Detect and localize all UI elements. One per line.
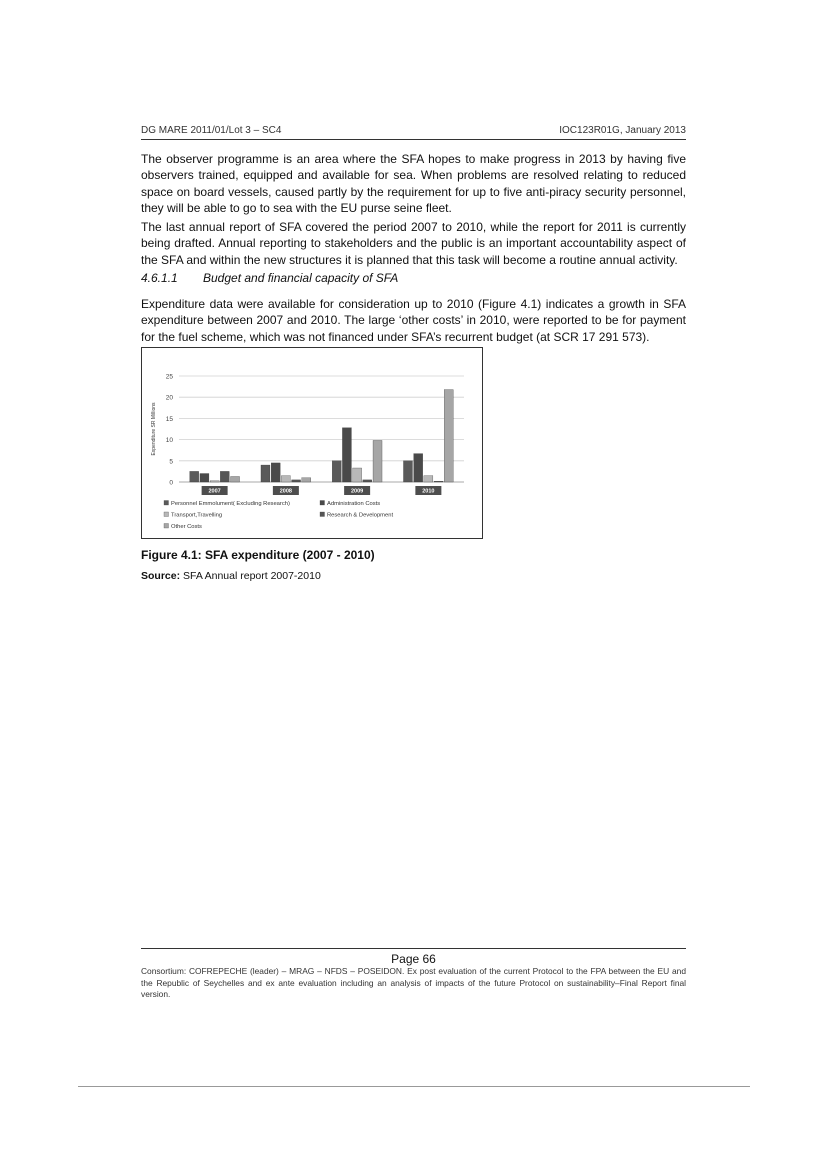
bar-2010-series-2 xyxy=(414,454,423,482)
figure-caption: Figure 4.1: SFA expenditure (2007 - 2010) xyxy=(141,548,375,562)
paragraph-observer-programme: The observer programme is an area where the SFA hopes to make progress in 2013 by having five observers trained, equipped and available for sea. When problems are resolved relating to reduced space on board vessels, caused partly by the requirement for up to five anti-piracy security personnel, they will be able to go to sea with the EU purse seine fleet. xyxy=(141,152,686,216)
legend-label: Administration Costs xyxy=(327,501,381,507)
bar-2010-series-4 xyxy=(434,481,443,482)
header-report-ref: IOC123R01G, January 2013 xyxy=(559,125,686,136)
bar-2008-series-3 xyxy=(281,476,290,482)
figure-source xyxy=(141,570,321,582)
running-header xyxy=(141,125,686,140)
legend-label: Research & Development xyxy=(327,512,394,519)
bar-2007-series-5 xyxy=(231,476,240,482)
bar-2009-series-2 xyxy=(342,428,351,482)
section-title: Budget and financial capacity of SFA xyxy=(203,271,399,285)
bar-2007-series-3 xyxy=(210,481,219,482)
bar-2010-series-3 xyxy=(424,476,433,482)
y-tick-label: 15 xyxy=(165,415,173,423)
paragraph-annual-report: The last annual report of SFA covered the period 2007 to 2010, while the report for 2011 is currently being drafted. Annual reporting to stakeholders and the public is an important accountability aspect of the SFA and within the new structures it is planned that this task will become a routine annual activity. xyxy=(141,220,686,267)
bar-2010-series-1 xyxy=(403,461,412,482)
bar-2008-series-2 xyxy=(271,463,280,482)
paragraph-expenditure: Expenditure data were available for consideration up to 2010 (Figure 4.1) indicates a growth in SFA expenditure between 2007 and 2010. The large ‘other costs’ in 2010, were reported to be for payment for the fuel scheme, which was not financed under SFA’s recurrent budget (at SCR 17 291 573). xyxy=(141,297,686,344)
bar-2009-series-1 xyxy=(332,461,341,482)
y-tick-label: 0 xyxy=(169,479,173,487)
bar-2008-series-5 xyxy=(302,478,311,482)
x-category-label: 2008 xyxy=(279,488,292,495)
x-category-label: 2010 xyxy=(422,488,435,495)
legend-label: Personnel Emmolument( Excluding Research) xyxy=(171,501,290,507)
x-category-label: 2009 xyxy=(351,488,364,495)
x-category-label: 2007 xyxy=(208,488,221,495)
bar-2009-series-3 xyxy=(353,468,362,482)
legend-swatch xyxy=(320,512,325,517)
bar-2009-series-4 xyxy=(363,480,372,482)
header-project-ref: DG MARE 2011/01/Lot 3 – SC4 xyxy=(141,125,282,136)
source-text: SFA Annual report 2007-2010 xyxy=(183,570,321,582)
page-bottom-rule xyxy=(78,1086,750,1087)
legend-swatch xyxy=(164,501,169,506)
chart-canvas xyxy=(142,348,482,538)
footer-rule xyxy=(141,948,686,949)
legend-swatch xyxy=(164,512,169,517)
bar-2010-series-5 xyxy=(444,390,453,482)
legend-swatch xyxy=(164,524,169,529)
y-axis-title: Expenditure SR Millions xyxy=(151,402,157,456)
bar-2009-series-5 xyxy=(373,440,382,482)
footer-consortium-text: Consortium: COFREPECHE (leader) – MRAG – NFDS – POSEIDON. Ex post evaluation of the current Protocol to the FPA between the EU and the Republic of Seychelles and ex ante evaluation including an analysis of impacts of the future Protocol on sustainability–Final Report final version. xyxy=(141,966,686,999)
bar-2007-series-2 xyxy=(200,474,209,482)
source-label: Source: xyxy=(141,570,181,582)
section-number: 4.6.1.1 xyxy=(141,271,178,285)
bar-2007-series-1 xyxy=(190,471,199,482)
legend-label: Other Costs xyxy=(171,524,202,530)
bar-2007-series-4 xyxy=(220,471,229,482)
y-tick-label: 25 xyxy=(165,373,173,381)
expenditure-chart xyxy=(141,347,483,539)
legend-label: Transport,Travelling xyxy=(171,512,223,519)
y-tick-label: 20 xyxy=(165,394,173,402)
y-tick-label: 5 xyxy=(169,458,173,466)
section-heading xyxy=(141,271,398,286)
y-tick-label: 10 xyxy=(165,437,173,445)
page-number: Page 66 xyxy=(391,952,436,966)
legend-swatch xyxy=(320,501,325,506)
bar-2008-series-4 xyxy=(292,480,301,482)
bar-2008-series-1 xyxy=(261,465,270,482)
